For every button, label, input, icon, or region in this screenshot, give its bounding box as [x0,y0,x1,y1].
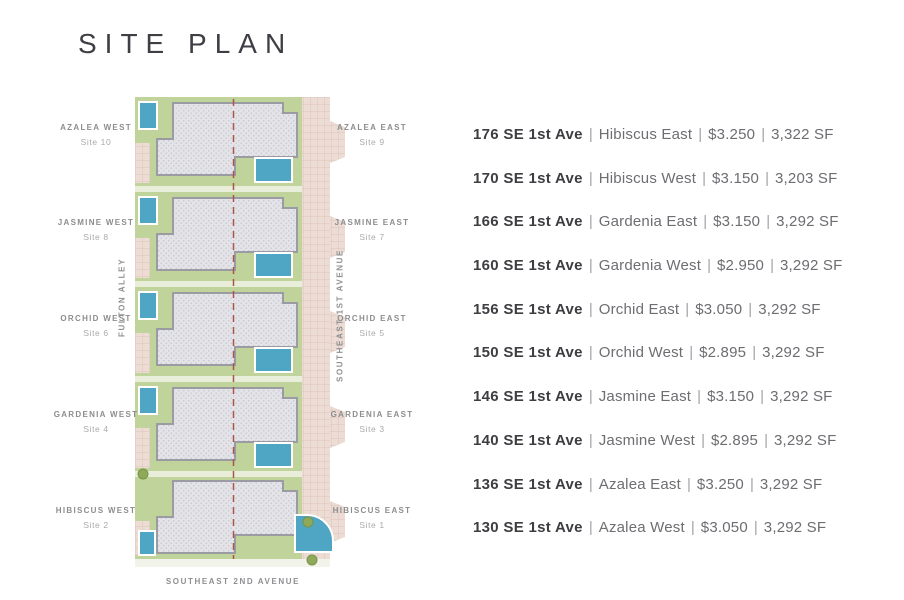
street-label-fulton-alley: FULTON ALLEY [117,257,127,338]
lot-label-gardenia-west [36,408,156,436]
lot-name: JASMINE EAST [334,218,410,227]
listing-size: 3,292 SF [762,344,825,361]
listing-unit: Orchid West [598,344,684,361]
separator: | [588,257,593,274]
lot-label-orchid-west [36,312,156,340]
separator: | [698,126,703,143]
listing-size: 3,292 SF [759,476,823,493]
separator: | [588,519,593,536]
separator: | [689,344,694,361]
listing-address: 156 SE 1st Ave [473,301,583,318]
lot-label-orchid-east [315,312,429,340]
lot-site: Site 7 [359,232,385,242]
lot-name: AZALEA EAST [336,123,407,132]
lot-site: Site 9 [359,137,385,147]
listing-size: 3,292 SF [776,213,839,230]
separator: | [702,170,706,187]
separator: | [764,432,768,449]
separator: | [752,344,757,361]
lot-label-hibiscus-west [36,504,156,532]
separator: | [588,301,593,318]
listing-row [473,125,834,145]
separator: | [760,388,765,405]
lot-name: GARDENIA WEST [53,410,139,419]
listing-address: 150 SE 1st Ave [473,344,583,361]
lot-site: Site 10 [80,137,112,147]
listing-size: 3,203 SF [775,170,838,187]
lot-label-azalea-west [36,121,156,149]
listing-address: 160 SE 1st Ave [473,257,583,274]
separator: | [753,519,758,536]
listing-address: 166 SE 1st Ave [473,213,583,230]
listing-price: $3.050 [695,301,743,318]
separator: | [697,388,702,405]
listing-price: $3.150 [712,170,760,187]
lot-name: HIBISCUS EAST [332,506,412,515]
listing-row [473,212,839,232]
listing-price: $3.150 [707,388,755,405]
listing-address: 176 SE 1st Ave [473,126,583,143]
listing-row [473,343,825,363]
street-label-southeast-1st-avenue: SOUTHEAST 1ST AVENUE [335,249,345,382]
separator: | [690,519,695,536]
listing-price: $3.150 [713,213,761,230]
listing-unit: Azalea East [598,476,681,493]
listing-unit: Azalea West [598,519,685,536]
listing-row [473,387,833,407]
lot-name: HIBISCUS WEST [55,506,137,515]
separator: | [588,344,593,361]
lot-name: GARDENIA EAST [330,410,414,419]
separator: | [765,170,769,187]
separator: | [588,213,593,230]
separator: | [707,257,712,274]
listing-size: 3,322 SF [771,126,834,143]
separator: | [749,476,754,493]
listing-unit: Hibiscus West [598,170,697,187]
listing-price: $2.895 [699,344,747,361]
listing-price: $2.950 [717,257,765,274]
listing-size: 3,292 SF [763,519,827,536]
listing-price: $3.250 [696,476,744,493]
separator: | [685,301,690,318]
listing-address: 146 SE 1st Ave [473,388,583,405]
separator: | [761,126,766,143]
lot-site: Site 5 [359,328,385,338]
separator: | [588,170,593,187]
lot-label-gardenia-east [315,408,429,436]
lot-label-jasmine-west [36,216,156,244]
listing-address: 140 SE 1st Ave [473,432,583,449]
lot-site: Site 4 [83,424,109,434]
listing-price: $3.050 [700,519,748,536]
lot-site: Site 8 [83,232,109,242]
listing-price: $2.895 [710,432,759,449]
listing-unit: Jasmine West [598,432,696,449]
separator: | [770,257,775,274]
street-label-southeast-2nd-avenue: SOUTHEAST 2ND AVENUE [165,577,301,586]
listing-row [473,300,821,320]
lot-site: Site 1 [359,520,385,530]
lot-name: AZALEA WEST [60,123,132,132]
lot-site: Site 2 [83,520,109,530]
separator: | [588,388,593,405]
listing-unit: Gardenia West [598,257,702,274]
separator: | [703,213,708,230]
listing-row [473,518,826,538]
lot-name: ORCHID WEST [60,314,132,323]
listing-price: $3.250 [708,126,756,143]
lot-name: ORCHID EAST [337,314,407,323]
listing-unit: Jasmine East [598,388,692,405]
separator: | [588,432,593,449]
listing-unit: Hibiscus East [598,126,693,143]
separator: | [701,432,705,449]
listing-size: 3,292 SF [780,257,843,274]
lot-label-hibiscus-east [315,504,429,532]
listing-unit: Gardenia East [598,213,698,230]
listing-size: 3,292 SF [770,388,833,405]
separator: | [748,301,753,318]
separator: | [588,476,593,493]
listing-unit: Orchid East [598,301,680,318]
listing-address: 136 SE 1st Ave [473,476,583,493]
separator: | [686,476,691,493]
listing-row [473,431,836,451]
listing-row [473,169,837,189]
separator: | [766,213,771,230]
separator: | [588,126,593,143]
lot-site: Site 3 [359,424,385,434]
listing-address: 130 SE 1st Ave [473,519,583,536]
lot-name: JASMINE WEST [57,218,135,227]
listing-size: 3,292 SF [758,301,821,318]
page-title: SITE PLAN [78,28,294,59]
lot-site: Site 6 [83,328,109,338]
listing-address: 170 SE 1st Ave [473,170,583,187]
lot-label-azalea-east [315,121,429,149]
listing-row [473,475,822,495]
listing-size: 3,292 SF [773,432,837,449]
listing-row [473,256,843,276]
lot-label-jasmine-east [315,216,429,244]
